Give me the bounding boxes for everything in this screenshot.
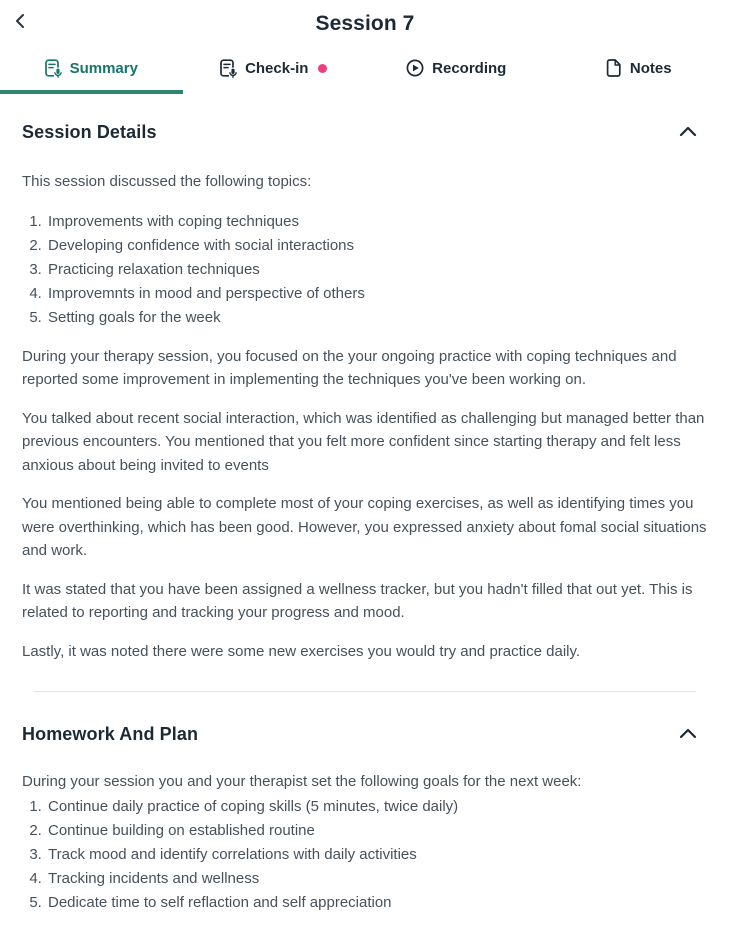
chevron-up-icon [679, 125, 697, 140]
tab-checkin-label: Check-in [245, 60, 308, 77]
homework-header [22, 722, 708, 746]
goals-list [22, 795, 708, 915]
summary-doc-mic-icon [45, 59, 62, 78]
checkin-notification-dot [318, 64, 327, 73]
tab-summary[interactable] [0, 52, 183, 90]
tab-recording[interactable] [365, 52, 548, 90]
homework-collapse-button[interactable] [674, 722, 702, 746]
homework-intro: During your session you and your therapist set the following goals for the next week: [22, 770, 708, 794]
summary-paragraph: You mentioned being able to complete most of your coping exercises, as well as identifying times you were overthinking, which has been good. However, you expressed anxiety about fomal social situations and work. [22, 492, 708, 563]
list-item: 5. Setting goals for the week [46, 306, 708, 330]
header [0, 0, 730, 44]
tab-bar [0, 52, 730, 90]
topics-list [22, 210, 708, 330]
session-details-header [22, 120, 708, 144]
list-item: 1. Improvements with coping techniques [46, 210, 708, 234]
section-homework-and-plan [22, 692, 708, 939]
summary-paragraph: You talked about recent social interaction, which was identified as challenging but managed better than previous encounters. You mentioned that you felt more confident since starting therapy and felt less anxious about being invited to events [22, 407, 708, 478]
main-content [0, 90, 730, 939]
list-item: 5. Dedicate time to self reflaction and self appreciation [46, 891, 708, 915]
tab-summary-label: Summary [70, 60, 138, 77]
checkin-doc-mic-icon [220, 59, 237, 78]
tab-recording-label: Recording [432, 60, 506, 77]
tab-notes-label: Notes [630, 60, 672, 77]
session-details-collapse-button[interactable] [674, 120, 702, 144]
page-title: Session 7 [316, 12, 415, 36]
list-item: 3. Track mood and identify correlations with daily activities [46, 843, 708, 867]
summary-paragraph: During your therapy session, you focused on the your ongoing practice with coping techniques and reported some improvement in implementing the techniques you've been working on. [22, 345, 708, 392]
tab-checkin[interactable] [183, 52, 366, 90]
summary-paragraph: Lastly, it was noted there were some new exercises you would try and practice daily. [22, 640, 708, 664]
list-item: 1. Continue daily practice of coping skills (5 minutes, twice daily) [46, 795, 708, 819]
session-details-title: Session Details [22, 122, 157, 143]
list-item: 4. Tracking incidents and wellness [46, 867, 708, 891]
session-details-intro: This session discussed the following topics: [22, 170, 708, 194]
note-page-icon [606, 59, 622, 77]
list-item: 3. Practicing relaxation techniques [46, 258, 708, 282]
session-summary-paragraphs [22, 345, 708, 664]
chevron-up-icon [679, 727, 697, 742]
homework-title: Homework And Plan [22, 724, 198, 745]
back-button[interactable] [6, 8, 34, 36]
list-item: 2. Developing confidence with social interactions [46, 234, 708, 258]
chevron-left-icon [13, 13, 27, 32]
play-circle-icon [406, 59, 424, 77]
summary-paragraph: It was stated that you have been assigned a wellness tracker, but you hadn't filled that out yet. This is related to reporting and tracking your progress and mood. [22, 578, 708, 625]
list-item: 4. Improvemnts in mood and perspective of others [46, 282, 708, 306]
tab-notes[interactable] [548, 52, 730, 90]
section-session-details [22, 90, 708, 663]
list-item: 2. Continue building on established routine [46, 819, 708, 843]
